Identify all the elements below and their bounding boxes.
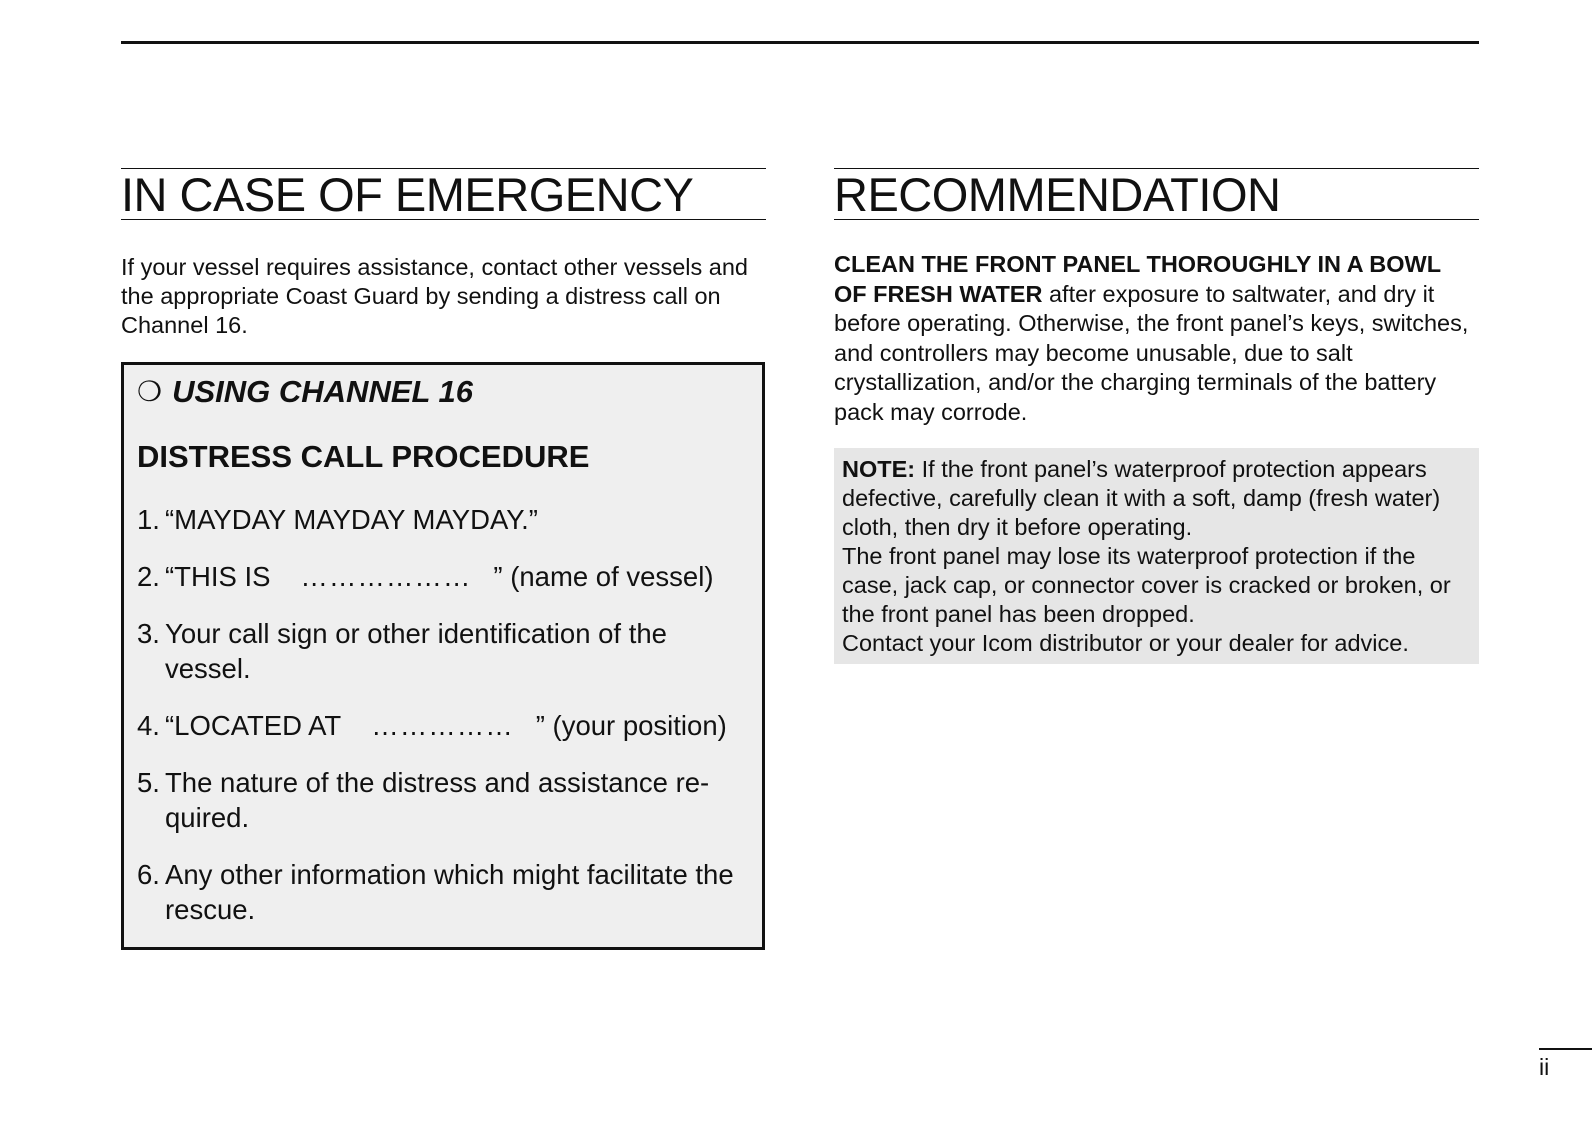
step-text: “MAYDAY MAYDAY MAYDAY.” <box>165 504 538 535</box>
step-text: The nature of the distress and assistance re-quired. <box>165 767 710 833</box>
fill-in-blank: …………… <box>371 710 514 741</box>
step-text <box>165 708 748 743</box>
recommendation-body-text: after exposure to saltwater, and dry it before operating. Otherwise, the front panel’s keys, switches, and controllers may become unusable, due to salt crystallization, and/or the charging terminals of the battery pack may corrode. <box>834 280 1469 425</box>
note-box <box>834 448 1479 664</box>
fill-in-blank: ……………… <box>300 561 472 592</box>
emergency-intro: If your vessel requires assistance, contact other vessels and the appropriate Coast Guard by sending a distress call on Channel 16. <box>121 254 748 338</box>
step-number: 4. <box>137 710 160 741</box>
step-3 <box>137 616 748 686</box>
step-text-post: ” (your position) <box>535 710 727 741</box>
page-number: ii <box>1539 1054 1550 1080</box>
step-text-pre: “THIS IS <box>165 561 271 592</box>
step-1 <box>137 502 748 537</box>
note-label: NOTE: <box>842 456 916 482</box>
recommendation-title: RECOMMENDATION <box>834 168 1479 220</box>
channel-16-box <box>121 362 765 950</box>
step-text: Any other information which might facilitate the rescue. <box>165 859 734 925</box>
step-number: 5. <box>137 767 160 798</box>
step-text-pre: “LOCATED AT <box>165 710 342 741</box>
distress-procedure-heading: DISTRESS CALL PROCEDURE <box>137 439 590 474</box>
step-number: 3. <box>137 618 160 649</box>
emergency-title: IN CASE OF EMERGENCY <box>121 168 766 220</box>
note-line-1 <box>842 455 1471 542</box>
circle-outline-icon: ❍ <box>137 376 163 407</box>
step-number: 6. <box>137 859 160 890</box>
step-5 <box>137 765 748 835</box>
top-rule <box>121 41 1479 44</box>
step-text-post: ” (name of vessel) <box>493 561 714 592</box>
note-line-3: Contact your Icom distributor or your dealer for advice. <box>842 630 1409 656</box>
recommendation-section <box>834 168 1479 664</box>
distress-steps <box>137 502 748 927</box>
step-text <box>165 559 748 594</box>
box-heading <box>137 373 748 411</box>
note-line-2: The front panel may lose its waterproof protection if the case, jack cap, or connector cover is cracked or broken, or the front panel has been dropped. <box>842 543 1451 627</box>
note-text-1: If the front panel’s waterproof protection appears defective, carefully clean it with a soft, damp (fresh water) cloth, then dry it before operating. <box>842 456 1441 540</box>
step-number: 1. <box>137 504 160 535</box>
step-2 <box>137 559 748 594</box>
step-4 <box>137 708 748 743</box>
box-heading-text: USING CHANNEL 16 <box>172 374 473 409</box>
recommendation-bold-lead: CLEAN THE FRONT PANEL THOROUGHLY IN A BOWL OF FRESH WATER <box>834 251 1441 307</box>
page-number-rule <box>1539 1048 1592 1050</box>
step-text: Your call sign or other identification of the vessel. <box>165 618 667 684</box>
step-number: 2. <box>137 561 160 592</box>
recommendation-body <box>834 250 1479 427</box>
step-6 <box>137 857 748 927</box>
emergency-section <box>121 168 766 950</box>
